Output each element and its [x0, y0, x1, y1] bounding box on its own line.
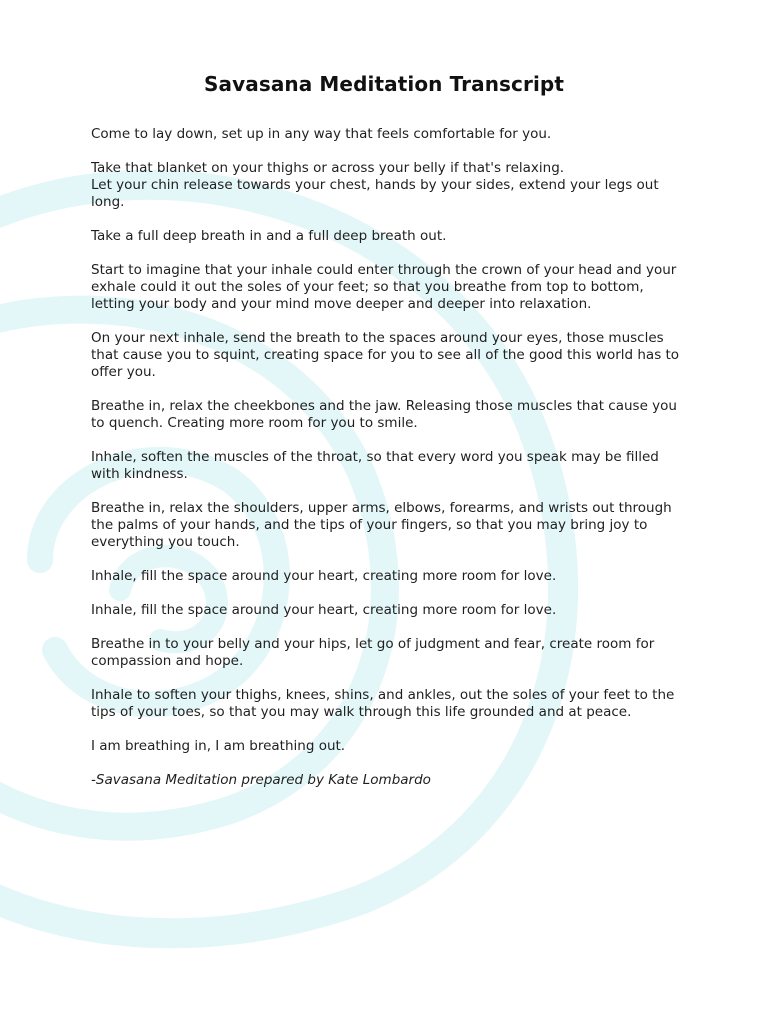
paragraph: Start to imagine that your inhale could enter through the crown of your head and your exhale could it out the soles of your feet; so that you breathe from top to bottom, letting your body and your mind move deeper and deeper into relaxation.: [91, 262, 677, 312]
paragraph: On your next inhale, send the breath to the spaces around your eyes, those muscles that cause you to squint, creating space for you to see all of the good this world has to offer you.: [91, 330, 680, 380]
paragraph: Inhale, fill the space around your heart, creating more room for love.: [91, 602, 557, 618]
paragraph: Breathe in, relax the cheekbones and the jaw. Releasing those muscles that cause you to quench. Creating more room for you to smile.: [91, 398, 677, 431]
paragraph: Inhale, fill the space around your heart, creating more room for love.: [91, 568, 557, 584]
paragraph: Inhale, soften the muscles of the throat, so that every word you speak may be filled with kindness.: [91, 449, 659, 482]
paragraph: Come to lay down, set up in any way that feels comfortable for you.: [91, 126, 552, 142]
transcript-body: [91, 126, 691, 789]
paragraph: I am breathing in, I am breathing out.: [91, 738, 346, 754]
paragraph: Take that blanket on your thighs or across your belly if that's relaxing. Let your chin release towards your chest, hands by your sides, extend your legs out long.: [91, 160, 659, 210]
paragraph: Inhale to soften your thighs, knees, shins, and ankles, out the soles of your feet to the tips of your toes, so that you may walk through this life grounded and at peace.: [91, 687, 675, 720]
paragraph: Take a full deep breath in and a full deep breath out.: [91, 228, 447, 244]
page-title: Savasana Meditation Transcript: [204, 72, 564, 96]
author-credit: -Savasana Meditation prepared by Kate Lombardo: [91, 772, 431, 788]
paragraph: Breathe in, relax the shoulders, upper arms, elbows, forearms, and wrists out through the palms of your hands, and the tips of your fingers, so that you may bring joy to everything you touch.: [91, 500, 672, 550]
paragraph: Breathe in to your belly and your hips, let go of judgment and fear, create room for compassion and hope.: [91, 636, 655, 669]
